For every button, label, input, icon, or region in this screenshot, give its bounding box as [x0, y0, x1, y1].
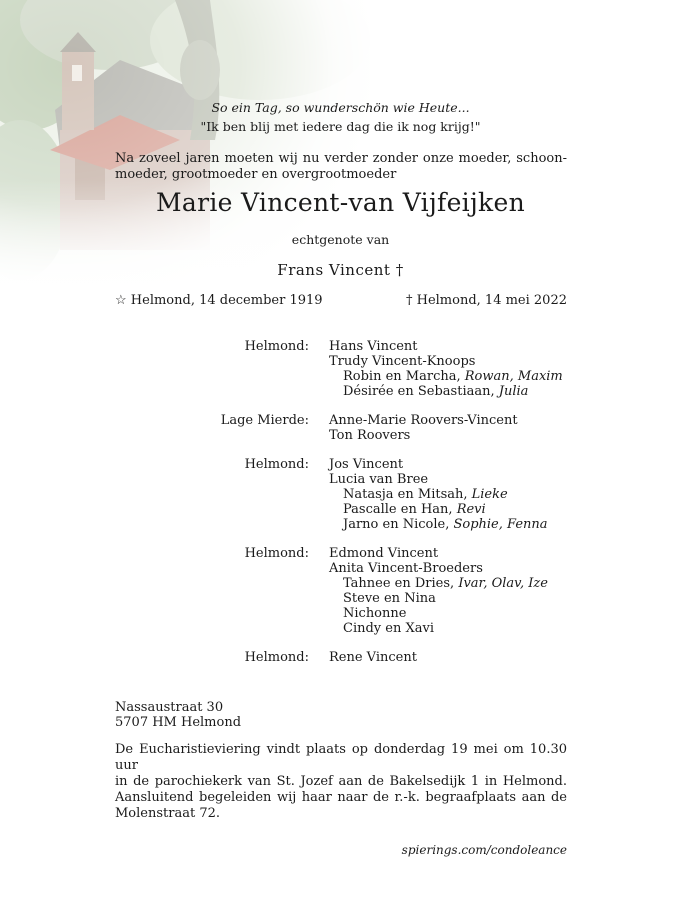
great-grandchildren-names: Revi	[456, 502, 486, 517]
great-grandchildren-names: Julia	[498, 384, 529, 399]
grandchild-line	[329, 384, 681, 399]
family-group	[0, 413, 681, 443]
chapel-photo	[0, 0, 370, 300]
member-names: Anita Vincent-Broeders	[329, 561, 483, 576]
family-members	[329, 457, 681, 532]
spouse-label: echtgenote van	[291, 232, 390, 247]
member-names: Lucia van Bree	[329, 472, 429, 487]
family-list	[0, 339, 681, 679]
child-line	[329, 561, 681, 576]
member-names: Tahnee en Dries,	[343, 576, 459, 591]
address-city: 5707 HM Helmond	[115, 715, 242, 730]
address	[115, 700, 241, 730]
service-line: in de parochiekerk van St. Jozef aan de Bakelsedijk 1 in Helmond.	[115, 774, 567, 789]
child-line	[329, 546, 681, 561]
member-names: Jarno en Nicole,	[343, 517, 454, 532]
grandchild-line	[329, 621, 681, 636]
member-names: Pascalle en Han,	[343, 502, 457, 517]
member-names: Rene Vincent	[329, 650, 417, 665]
child-line	[329, 472, 681, 487]
family-members	[329, 339, 681, 399]
member-names: Désirée en Sebastiaan,	[343, 384, 499, 399]
service-line: Aansluitend begeleiden wij haar naar de r.-k. begraafplaats aan de	[115, 790, 567, 805]
family-place: Helmond:	[244, 546, 309, 561]
grandchild-line	[329, 502, 681, 517]
member-names: Nichonne	[343, 606, 407, 621]
motto-line-1: So ein Tag, so wunderschön wie Heute...	[211, 100, 470, 115]
family-group	[0, 339, 681, 399]
child-line	[329, 354, 681, 369]
service-text	[115, 742, 567, 822]
family-members	[329, 413, 681, 443]
family-place: Helmond:	[244, 339, 309, 354]
death-info: † Helmond, 14 mei 2022	[405, 293, 567, 308]
motto-line-2: "Ik ben blij met iedere dag die ik nog krijg!"	[200, 119, 481, 134]
member-names: Ton Roovers	[329, 428, 411, 443]
child-line	[329, 428, 681, 443]
grandchild-line	[329, 576, 681, 591]
member-names: Trudy Vincent-Knoops	[329, 354, 476, 369]
child-line	[329, 650, 681, 665]
member-names: Steve en Nina	[343, 591, 436, 606]
family-group	[0, 650, 681, 665]
intro-text	[115, 151, 567, 183]
condolence-link[interactable]: spierings.com/condoleance	[401, 843, 567, 857]
great-grandchildren-names: Ivar, Olav, Ize	[458, 576, 548, 591]
member-names: Robin en Marcha,	[343, 369, 465, 384]
family-place: Helmond:	[244, 650, 309, 665]
family-place: Lage Mierde:	[220, 413, 309, 428]
grandchild-line	[329, 517, 681, 532]
spouse-name: Frans Vincent †	[277, 261, 404, 279]
family-group	[0, 457, 681, 532]
great-grandchildren-names: Rowan, Maxim	[464, 369, 563, 384]
intro-line-2: moeder, grootmoeder en overgrootmoeder	[115, 167, 397, 182]
family-group	[0, 546, 681, 636]
family-members	[329, 650, 681, 665]
family-place: Helmond:	[244, 457, 309, 472]
grandchild-line	[329, 487, 681, 502]
grandchild-line	[329, 606, 681, 621]
address-street: Nassaustraat 30	[115, 700, 224, 715]
member-names: Anne-Marie Roovers-Vincent	[329, 413, 518, 428]
member-names: Cindy en Xavi	[343, 621, 434, 636]
birth-info: ☆ Helmond, 14 december 1919	[115, 293, 323, 308]
deceased-name: Marie Vincent-van Vijfeijken	[156, 188, 525, 217]
family-members	[329, 546, 681, 636]
grandchild-line	[329, 369, 681, 384]
child-line	[329, 339, 681, 354]
member-names: Hans Vincent	[329, 339, 418, 354]
member-names: Edmond Vincent	[329, 546, 439, 561]
child-line	[329, 413, 681, 428]
member-names: Natasja en Mitsah,	[343, 487, 472, 502]
grandchild-line	[329, 591, 681, 606]
member-names: Jos Vincent	[329, 457, 404, 472]
child-line	[329, 457, 681, 472]
intro-line-1: Na zoveel jaren moeten wij nu verder zonder onze moeder, schoon-	[115, 151, 567, 166]
great-grandchildren-names: Sophie, Fenna	[453, 517, 548, 532]
service-line: Molenstraat 72.	[115, 806, 221, 821]
great-grandchildren-names: Lieke	[471, 487, 508, 502]
service-line: De Eucharistieviering vindt plaats op donderdag 19 mei om 10.30 uur	[115, 742, 567, 773]
